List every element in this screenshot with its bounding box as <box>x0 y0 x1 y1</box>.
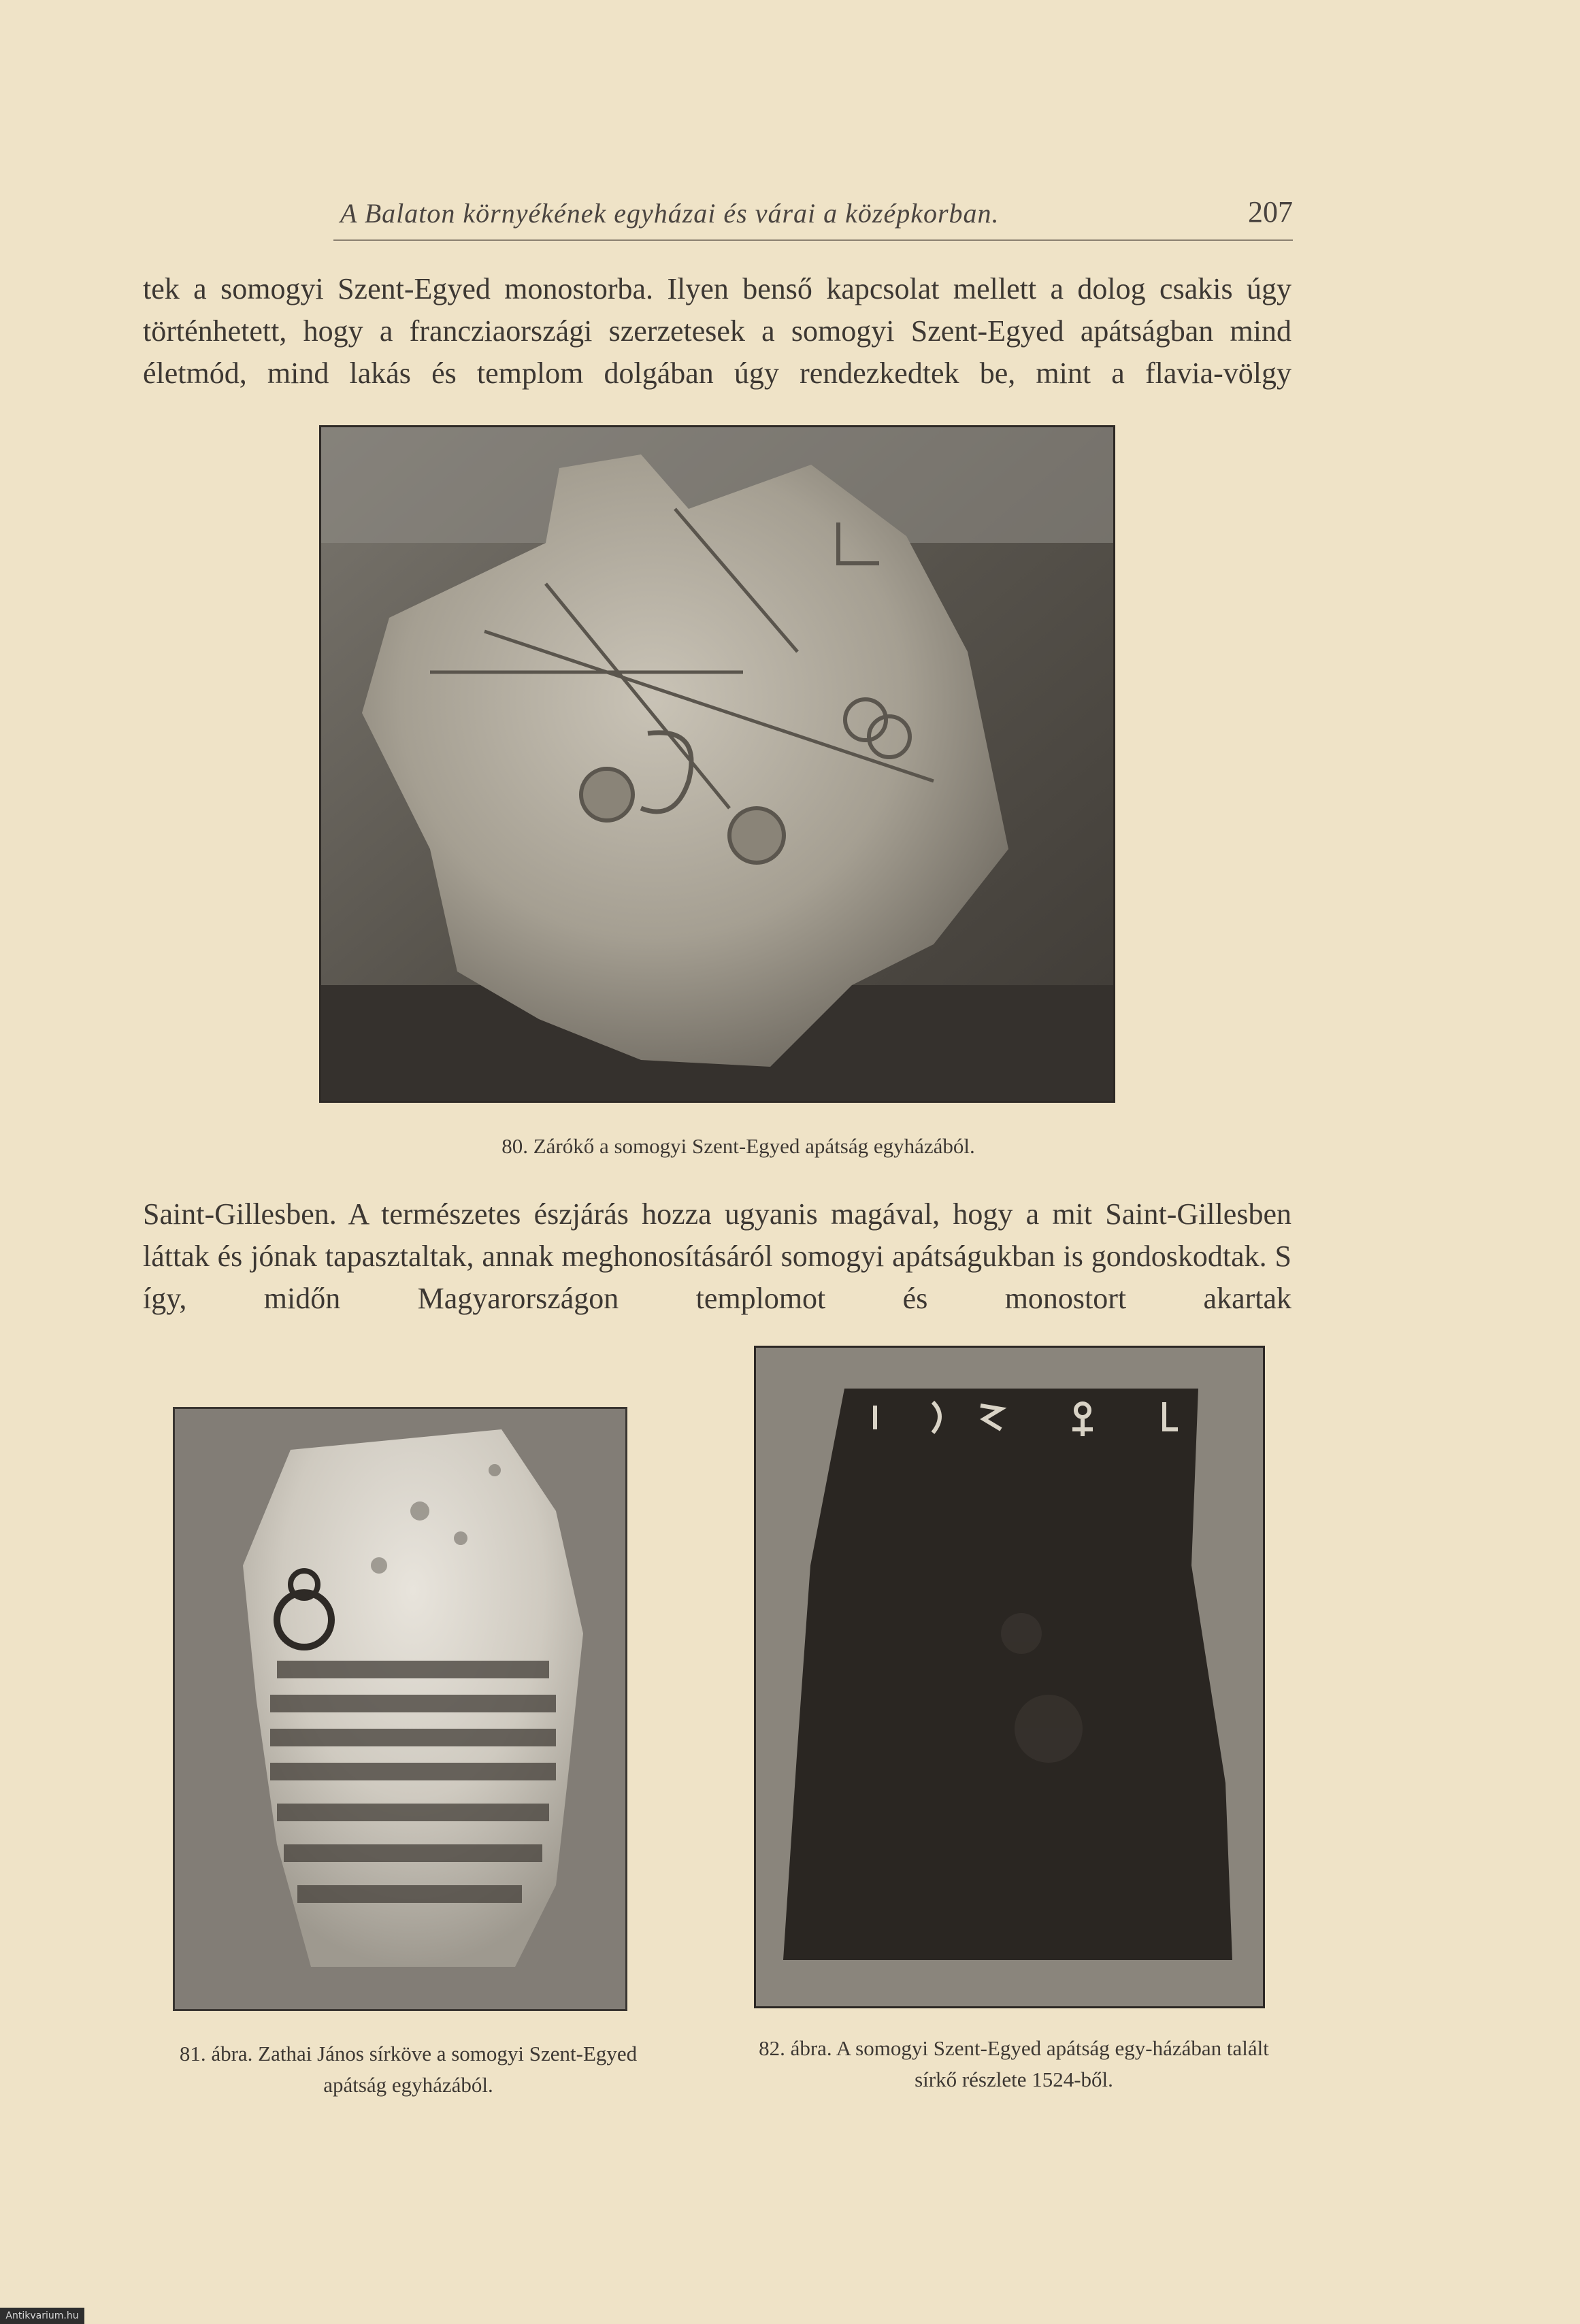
caption-figure-80: 80. Zárókő a somogyi Szent-Egyed apátság egyházából. <box>501 1134 975 1158</box>
page-number: 207 <box>1248 195 1293 229</box>
watermark-label: Antikvarium.hu <box>0 2308 84 2324</box>
running-title: A Balaton környékének egyházai és várai a középkorban. <box>340 198 1000 229</box>
tombstone-photo-icon <box>175 1409 625 2009</box>
figure-81-tombstone-photo <box>173 1407 627 2011</box>
figure-80-keystone-photo <box>319 425 1115 1103</box>
figure-82-tombstone-fragment-photo <box>754 1346 1265 2008</box>
keystone-photo-icon <box>321 427 1113 1101</box>
caption-figure-82: 82. ábra. A somogyi Szent-Egyed apátság egy-házában talált sírkő részlete 1524-ből. <box>759 2036 1269 2091</box>
paragraph-1: tek a somogyi Szent-Egyed monostorba. Ilyen benső kapcsolat mellett a dolog csakis úgy történhetett, hogy a francziaországi szerzetesek a somogyi Szent-Egyed apátságban mind életmód, mind lakás és templom dolgában úgy rendezkedtek be, mint a flavia-völgy <box>143 272 1291 390</box>
caption-figure-81: 81. ábra. Zathai János sírköve a somogyi Szent-Egyed apátság egyházából. <box>179 2042 638 2097</box>
running-head <box>333 192 1293 241</box>
tombstone-fragment-photo-icon <box>756 1348 1263 2006</box>
paragraph-2: Saint-Gillesben. A természetes észjárás hozza ugyanis magával, hogy a mit Saint-Gillesben láttak és jónak tapasztaltak, annak meghonosításáról somogyi apátságukban is gondoskodtak. S így, midőn Magyarországon templomot és monostort akartak <box>143 1197 1291 1315</box>
